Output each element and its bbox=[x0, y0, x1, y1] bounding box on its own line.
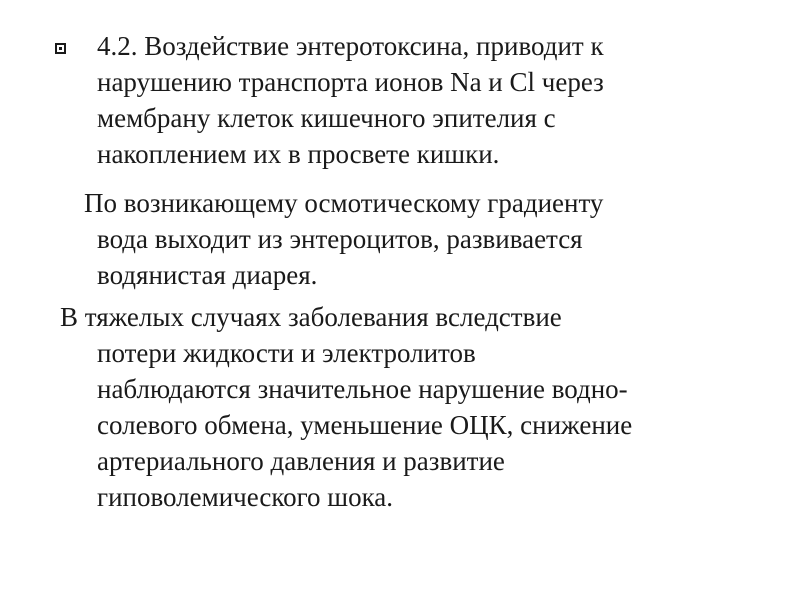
paragraph-1-line-3: мембрану клеток кишечного эпителия с bbox=[97, 103, 556, 133]
paragraph-2-line-3: водянистая диарея. bbox=[97, 260, 318, 290]
paragraph-3-line-1: В тяжелых случаях заболевания вследствие bbox=[60, 302, 562, 332]
paragraph-2-line-2: вода выходит из энтероцитов, развивается bbox=[97, 224, 583, 254]
paragraph-3-line-4: солевого обмена, уменьшение ОЦК, снижение bbox=[97, 410, 633, 440]
square-bullet-icon bbox=[55, 43, 66, 54]
paragraph-1-line-2: нарушению транспорта ионов Na и Cl через bbox=[97, 67, 604, 97]
paragraph-1-line-4: накоплением их в просвете кишки. bbox=[97, 139, 500, 169]
paragraph-3-line-5: артериального давления и развитие bbox=[97, 446, 505, 476]
paragraph-3-line-3: наблюдаются значительное нарушение водно- bbox=[97, 374, 628, 404]
paragraph-3-line-6: гиповолемического шока. bbox=[97, 482, 394, 512]
paragraph-2-line-1: По возникающему осмотическому градиенту bbox=[84, 188, 604, 218]
paragraph-1-line-1: 4.2. Воздействие энтеротоксина, приводит к bbox=[97, 31, 604, 61]
paragraph-3-line-2: потери жидкости и электролитов bbox=[97, 338, 476, 368]
